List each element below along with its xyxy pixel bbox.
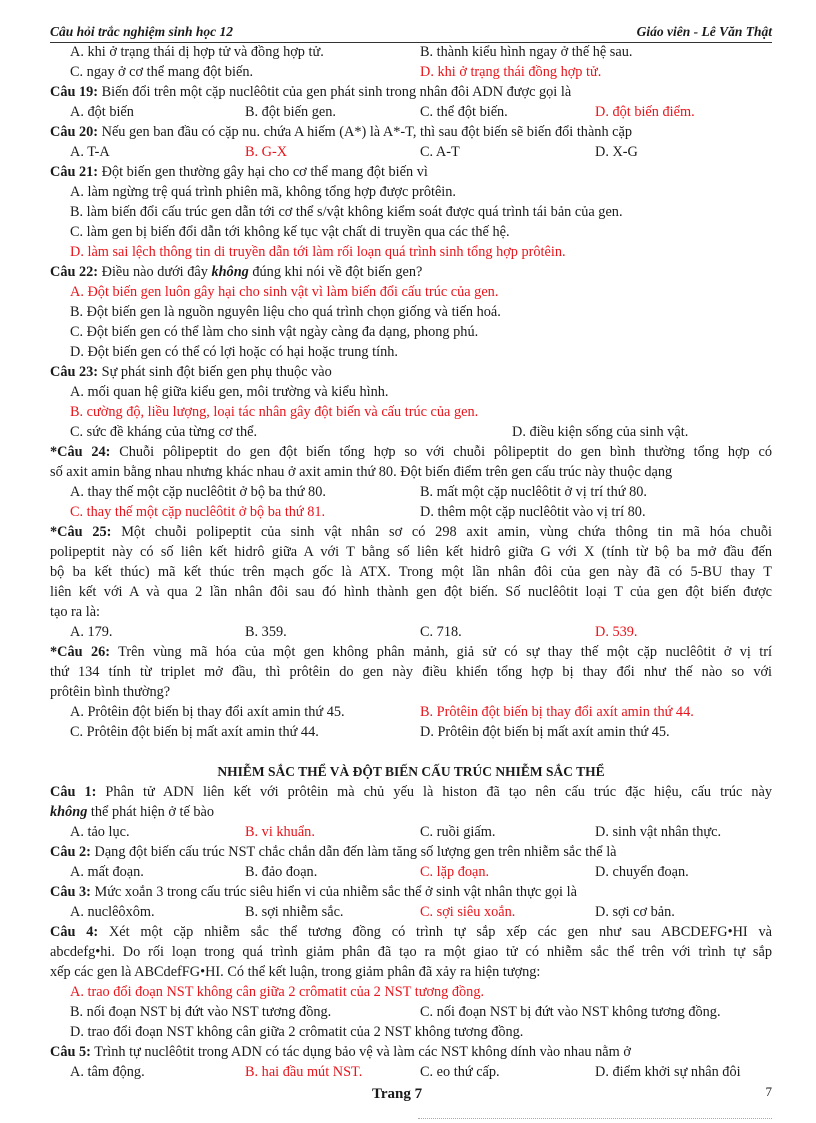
question-text-cont: bộ ba kết thúc) mã kết thúc trên mạch gốc là ATX. Trong một lần nhân đôi của gen này đã có 5-BU thay T bbox=[50, 564, 772, 580]
answer-d: D. Đột biến gen có thể có lợi hoặc có hại hoặc trung tính. bbox=[70, 344, 398, 360]
question-label: *Câu 25: bbox=[50, 524, 112, 540]
answer-d: D. X-G bbox=[595, 144, 638, 160]
answer-row bbox=[50, 102, 772, 122]
answer-row bbox=[50, 502, 772, 522]
question-text: đúng khi nói về đột biến gen? bbox=[248, 264, 423, 280]
question-22 bbox=[50, 262, 772, 282]
answer-c: C. Prôtêin đột biến bị mất axít amin thứ 44. bbox=[70, 724, 319, 740]
page-header bbox=[50, 22, 772, 43]
question-text: Phân tử ADN liên kết với prôtêin mà chủ yếu là histon đã tạo nên cấu trúc đặc hiệu, cấu trúc này bbox=[96, 784, 772, 800]
answer-d-correct: D. khi ở trạng thái đồng hợp tử. bbox=[420, 64, 602, 80]
question-label: Câu 19: bbox=[50, 84, 99, 100]
section-title: NHIỄM SẮC THỂ VÀ ĐỘT BIẾN CẤU TRÚC NHIỄM SẮC THỂ bbox=[217, 764, 605, 779]
answer-c: C. ngay ở cơ thể mang đột biến. bbox=[70, 64, 254, 80]
question-text: Một chuỗi polipeptit của sinh vật nhân sơ có 298 axit amin, vùng chứa thông tin mã hóa chuỗi bbox=[111, 524, 772, 540]
answer-b-correct: B. Prôtêin đột biến bị thay đổi axít amin thứ 44. bbox=[420, 704, 694, 720]
answer-b: B. sợi nhiễm sắc. bbox=[245, 904, 344, 920]
answer-a-correct: A. Đột biến gen luôn gây hại cho sinh vật vì làm biến đổi cấu trúc của gen. bbox=[70, 284, 499, 300]
answer-c: C. A-T bbox=[420, 144, 460, 160]
answer-c: C. thể đột biến. bbox=[420, 104, 508, 120]
answer-b-correct: B. hai đầu mút NST. bbox=[245, 1064, 363, 1080]
answer-a: A. nuclêôxôm. bbox=[70, 904, 155, 920]
answer-row bbox=[50, 822, 772, 842]
answer-row bbox=[50, 702, 772, 722]
answer-d: D. sinh vật nhân thực. bbox=[595, 824, 722, 840]
answer-d: D. sợi cơ bản. bbox=[595, 904, 675, 920]
question-text-cont: polipeptit này có số liên kết hidrô giữa A với T bằng số liên kết hidrô giữa G với X (tính từ bộ ba mở đầu đến bbox=[50, 544, 772, 560]
answer-row bbox=[50, 62, 772, 82]
answer-c: C. 718. bbox=[420, 624, 462, 640]
question-label: Câu 23: bbox=[50, 364, 99, 380]
question-text: Biến đổi trên một cặp nuclêôtit của gen phát sinh trong nhân đôi ADN được gọi là bbox=[98, 84, 572, 100]
answer-b: B. nối đoạn NST bị đứt vào NST tương đồng. bbox=[70, 1004, 332, 1020]
header-right: Giáo viên - Lê Văn Thật bbox=[636, 24, 772, 39]
question-label: *Câu 24: bbox=[50, 444, 111, 460]
answer-c-correct: C. sợi siêu xoắn. bbox=[420, 904, 516, 920]
answer-b-correct: B. vi khuẩn. bbox=[245, 824, 315, 840]
question-s5 bbox=[50, 1042, 772, 1062]
question-23 bbox=[50, 362, 772, 382]
question-s2 bbox=[50, 842, 772, 862]
answer-c: C. ruồi giấm. bbox=[420, 824, 496, 840]
question-24 bbox=[50, 442, 772, 462]
answer-d: D. trao đổi đoạn NST không cân giữa 2 crômatit của 2 NST không tương đồng. bbox=[70, 1024, 524, 1040]
answer-row bbox=[50, 482, 772, 502]
question-26 bbox=[50, 642, 772, 662]
answer-d: D. thêm một cặp nuclêôtit vào vị trí 80. bbox=[420, 504, 646, 520]
question-label: Câu 3: bbox=[50, 884, 91, 900]
answer-d: D. chuyển đoạn. bbox=[595, 864, 689, 880]
question-text-cont: tạo ra là: bbox=[50, 604, 101, 620]
question-text-cont: xếp các gen là ABCdefFG•HI. Có thể kết luận, trong giảm phân đã xảy ra hiện tượng: bbox=[50, 964, 541, 980]
page-footer bbox=[0, 1086, 816, 1106]
answer-row bbox=[50, 422, 772, 442]
question-text-cont: số axit amin bằng nhau nhưng khác nhau ở axit amin thứ 80. Đột biến điểm trên gen cấu trúc này thuộc dạng bbox=[50, 464, 673, 480]
question-label: Câu 4: bbox=[50, 924, 99, 940]
footer-divider bbox=[418, 1118, 772, 1119]
question-emphasis: không bbox=[211, 264, 249, 280]
answer-row bbox=[50, 142, 772, 162]
question-text: Dạng đột biến cấu trúc NST chắc chắn dẫn đến làm tăng số lượng gen trên nhiễm sắc thể là bbox=[90, 844, 617, 860]
answer-a: A. tảo lục. bbox=[70, 824, 130, 840]
question-text: Trình tự nuclêôtit trong ADN có tác dụng bảo vệ và làm các NST không dính vào nhau nằm ở bbox=[90, 1044, 631, 1060]
answer-row bbox=[50, 902, 772, 922]
answer-row bbox=[50, 42, 772, 62]
answer-c: C. sức đề kháng của từng cơ thể. bbox=[70, 424, 258, 440]
answer-c: C. eo thứ cấp. bbox=[420, 1064, 500, 1080]
answer-a: A. tâm động. bbox=[70, 1064, 145, 1080]
question-label: *Câu 26: bbox=[50, 644, 111, 660]
answer-b-correct: B. cường độ, liều lượng, loại tác nhân gây đột biến và cấu trúc của gen. bbox=[70, 404, 479, 420]
question-text: thể phát hiện ở tế bào bbox=[87, 804, 215, 820]
answer-a: A. 179. bbox=[70, 624, 113, 640]
question-text: Xét một cặp nhiễm sắc thể tương đồng có trình tự sắp xếp các gen như sau ABCDEFG•HI và bbox=[98, 924, 772, 940]
question-19 bbox=[50, 82, 772, 102]
question-emphasis: không bbox=[50, 804, 88, 820]
answer-a: A. mất đoạn. bbox=[70, 864, 144, 880]
answer-row bbox=[50, 622, 772, 642]
question-label: Câu 2: bbox=[50, 844, 91, 860]
answer-a: A. mối quan hệ giữa kiểu gen, môi trường và kiểu hình. bbox=[70, 384, 389, 400]
answer-c: C. Đột biến gen có thể làm cho sinh vật ngày càng đa dạng, phong phú. bbox=[70, 324, 479, 340]
question-text: Điều nào dưới đây bbox=[98, 264, 212, 280]
answer-b: B. mất một cặp nuclêôtit ở vị trí thứ 80. bbox=[420, 484, 647, 500]
answer-a: A. khi ở trạng thái dị hợp tử và đồng hợp tử. bbox=[70, 44, 324, 60]
footer-page-number: 7 bbox=[765, 1084, 772, 1099]
question-s3 bbox=[50, 882, 772, 902]
question-text-cont: thứ 134 tính từ triplet mở đầu, thì prôtêin do gen này điều khiển tổng hợp bị thay đổi như thế nào so với bbox=[50, 664, 772, 680]
header-left: Câu hỏi trắc nghiệm sinh học 12 bbox=[50, 24, 234, 39]
question-label: Câu 20: bbox=[50, 124, 99, 140]
answer-a: A. đột biến bbox=[70, 104, 134, 120]
answer-row bbox=[50, 722, 772, 742]
question-label: Câu 1: bbox=[50, 784, 97, 800]
page-content bbox=[50, 42, 772, 1082]
question-text: Nếu gen ban đầu có cặp nu. chứa A hiếm (A*) là A*-T, thì sau đột biến sẽ biến đổi thành cặp bbox=[98, 124, 633, 140]
question-s4 bbox=[50, 922, 772, 942]
answer-b: B. làm biến đổi cấu trúc gen dẫn tới cơ thể s/vật không kiểm soát được quá trình tái bản của gen. bbox=[70, 204, 623, 220]
answer-a: A. thay thế một cặp nuclêôtit ở bộ ba thứ 80. bbox=[70, 484, 326, 500]
answer-a: A. làm ngừng trệ quá trình phiên mã, không tổng hợp được prôtêin. bbox=[70, 184, 456, 200]
answer-row bbox=[50, 862, 772, 882]
question-label: Câu 22: bbox=[50, 264, 99, 280]
answer-d-correct: D. đột biến điểm. bbox=[595, 104, 695, 120]
answer-b: B. Đột biến gen là nguồn nguyên liệu cho quá trình chọn giống và tiến hoá. bbox=[70, 304, 501, 320]
answer-b: B. thành kiểu hình ngay ở thế hệ sau. bbox=[420, 44, 633, 60]
question-text: Chuỗi pôlipeptit do gen đột biến tổng hợp so với chuỗi pôlipeptit do gen bình thường tổng hợp có bbox=[110, 444, 772, 460]
question-25 bbox=[50, 522, 772, 542]
question-20 bbox=[50, 122, 772, 142]
answer-d: D. Prôtêin đột biến bị mất axít amin thứ 45. bbox=[420, 724, 670, 740]
answer-c: C. nối đoạn NST bị đứt vào NST không tương đồng. bbox=[420, 1004, 721, 1020]
answer-a: A. T-A bbox=[70, 144, 110, 160]
answer-d-correct: D. làm sai lệch thông tin di truyền dẫn tới làm rối loạn quá trình sinh tổng hợp prôtêin. bbox=[70, 244, 566, 260]
question-label: Câu 5: bbox=[50, 1044, 91, 1060]
question-21 bbox=[50, 162, 772, 182]
answer-a: A. Prôtêin đột biến bị thay đổi axít amin thứ 45. bbox=[70, 704, 345, 720]
answer-b: B. 359. bbox=[245, 624, 287, 640]
footer-page-label: Trang 7 bbox=[372, 1086, 423, 1102]
question-text-cont bbox=[50, 802, 772, 822]
answer-c-correct: C. lặp đoạn. bbox=[420, 864, 490, 880]
answer-b-correct: B. G-X bbox=[245, 144, 288, 160]
answer-c-correct: C. thay thế một cặp nuclêôtit ở bộ ba thứ 81. bbox=[70, 504, 326, 520]
question-text: Mức xoắn 3 trong cấu trúc siêu hiển vi của nhiễm sắc thể ở sinh vật nhân thực gọi là bbox=[90, 884, 577, 900]
answer-b: B. đột biến gen. bbox=[245, 104, 336, 120]
answer-c: C. làm gen bị biến đổi dẫn tới không kế tục vật chất di truyền qua các thế hệ. bbox=[70, 224, 510, 240]
answer-a-correct: A. trao đổi đoạn NST không cân giữa 2 crômatit của 2 NST tương đồng. bbox=[70, 984, 485, 1000]
answer-b: B. đảo đoạn. bbox=[245, 864, 318, 880]
question-text: Đột biến gen thường gây hại cho cơ thể mang đột biến vì bbox=[98, 164, 428, 180]
answer-d-correct: D. 539. bbox=[595, 624, 638, 640]
answer-d: D. điểm khởi sự nhân đôi bbox=[595, 1064, 741, 1080]
answer-d: D. điều kiện sống của sinh vật. bbox=[512, 424, 689, 440]
question-label: Câu 21: bbox=[50, 164, 99, 180]
question-s1 bbox=[50, 782, 772, 802]
question-text-cont: abcdefg•hi. Do rối loạn trong quá trình giảm phân đã tạo ra một giao tử có nhiễm sắc thể trên với trình tự sắp bbox=[50, 944, 772, 960]
question-text: Trên vùng mã hóa của một gen không phân mảnh, giả sử có sự thay thế một cặp nuclêôtit ở vị trí bbox=[110, 644, 772, 660]
question-text: Sự phát sinh đột biến gen phụ thuộc vào bbox=[98, 364, 332, 380]
question-text-cont: liên kết với A và qua 2 lần nhân đôi sau đó hình thành gen đột biến. Số nuclêôtit loại T của gen đột biến được bbox=[50, 584, 772, 600]
answer-row bbox=[50, 1002, 772, 1022]
question-text-cont: prôtêin bình thường? bbox=[50, 684, 171, 700]
answer-row bbox=[50, 1062, 772, 1082]
